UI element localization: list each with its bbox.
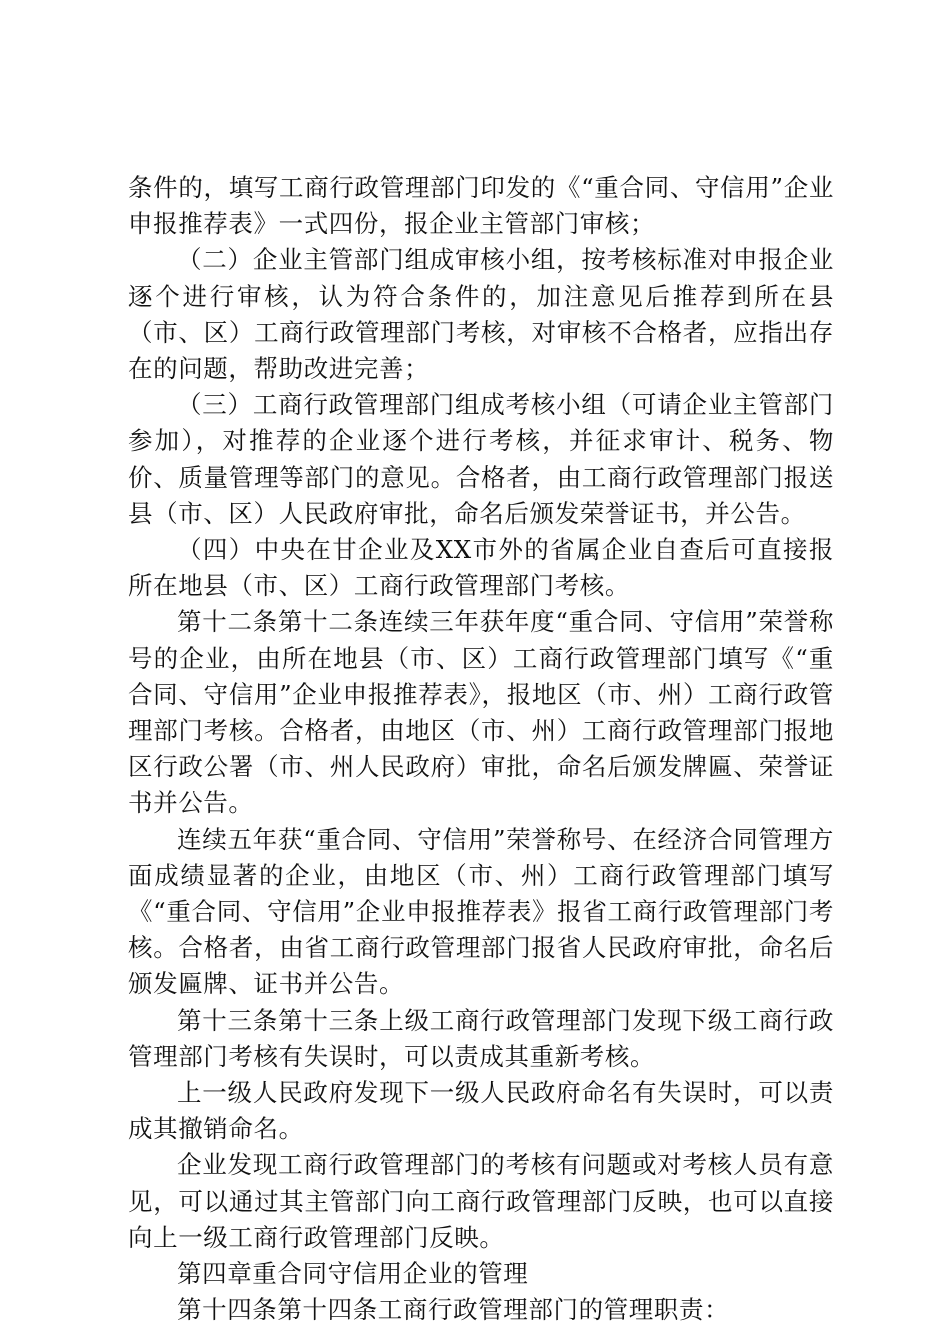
paragraph-4: （四）中央在甘企业及XX市外的省属企业自查后可直接报所在地县（市、区）工商行政管理部门考核。 [128, 535, 834, 601]
paragraph-2: （二）企业主管部门组成审核小组，按考核标准对申报企业逐个进行审核，认为符合条件的，加注意见后推荐到所在县（市、区）工商行政管理部门考核，对审核不合格者，应指出存在的问题，帮助改进完善； [128, 245, 834, 384]
article-12-paragraph: 第十二条第十二条连续三年获年度“重合同、守信用”荣誉称号的企业，由所在地县（市、区）工商行政管理部门填写《“重合同、守信用”企业申报推荐表》，报地区（市、州）工商行政管理部门考核。合格者，由地区（市、州）工商行政管理部门报地区行政公署（市、州人民政府）审批，命名后颁发牌匾、荣誉证书并公告。 [128, 607, 835, 818]
document-body [128, 170, 834, 1329]
paragraph-8: 上一级人民政府发现下一级人民政府命名有失误时，可以责成其撤销命名。 [128, 1078, 834, 1144]
paragraph-3: （三）工商行政管理部门组成考核小组（可请企业主管部门参加），对推荐的企业逐个进行考核，并征求审计、税务、物价、质量管理等部门的意见。合格者，由工商行政管理部门报送县（市、区）人民政府审批，命名后颁发荣誉证书，并公告。 [128, 390, 834, 528]
chapter-4-heading: 第四章重合同守信用企业的管理 [177, 1259, 529, 1289]
article-13-paragraph: 第十三条第十三条上级工商行政管理部门发现下级工商行政管理部门考核有失误时，可以责成其重新考核。 [128, 1005, 834, 1071]
paragraph-6: 连续五年获“重合同、守信用”荣誉称号、在经济合同管理方面成绩显著的企业，由地区（市、州）工商行政管理部门填写《“重合同、守信用”企业申报推荐表》报省工商行政管理部门考核。合格者，由省工商行政管理部门报省人民政府审批，命名后颁发匾牌、证书并公告。 [128, 824, 834, 999]
paragraph-1: 条件的，填写工商行政管理部门印发的《“重合同、守信用”企业申报推荐表》一式四份，报企业主管部门审核； [128, 173, 834, 239]
paragraph-9: 企业发现工商行政管理部门的考核有问题或对考核人员有意见，可以通过其主管部门向工商行政管理部门反映，也可以直接向上一级工商行政管理部门反映。 [128, 1150, 834, 1252]
article-14-paragraph: 第十四条第十四条工商行政管理部门的管理职责： [177, 1295, 730, 1325]
